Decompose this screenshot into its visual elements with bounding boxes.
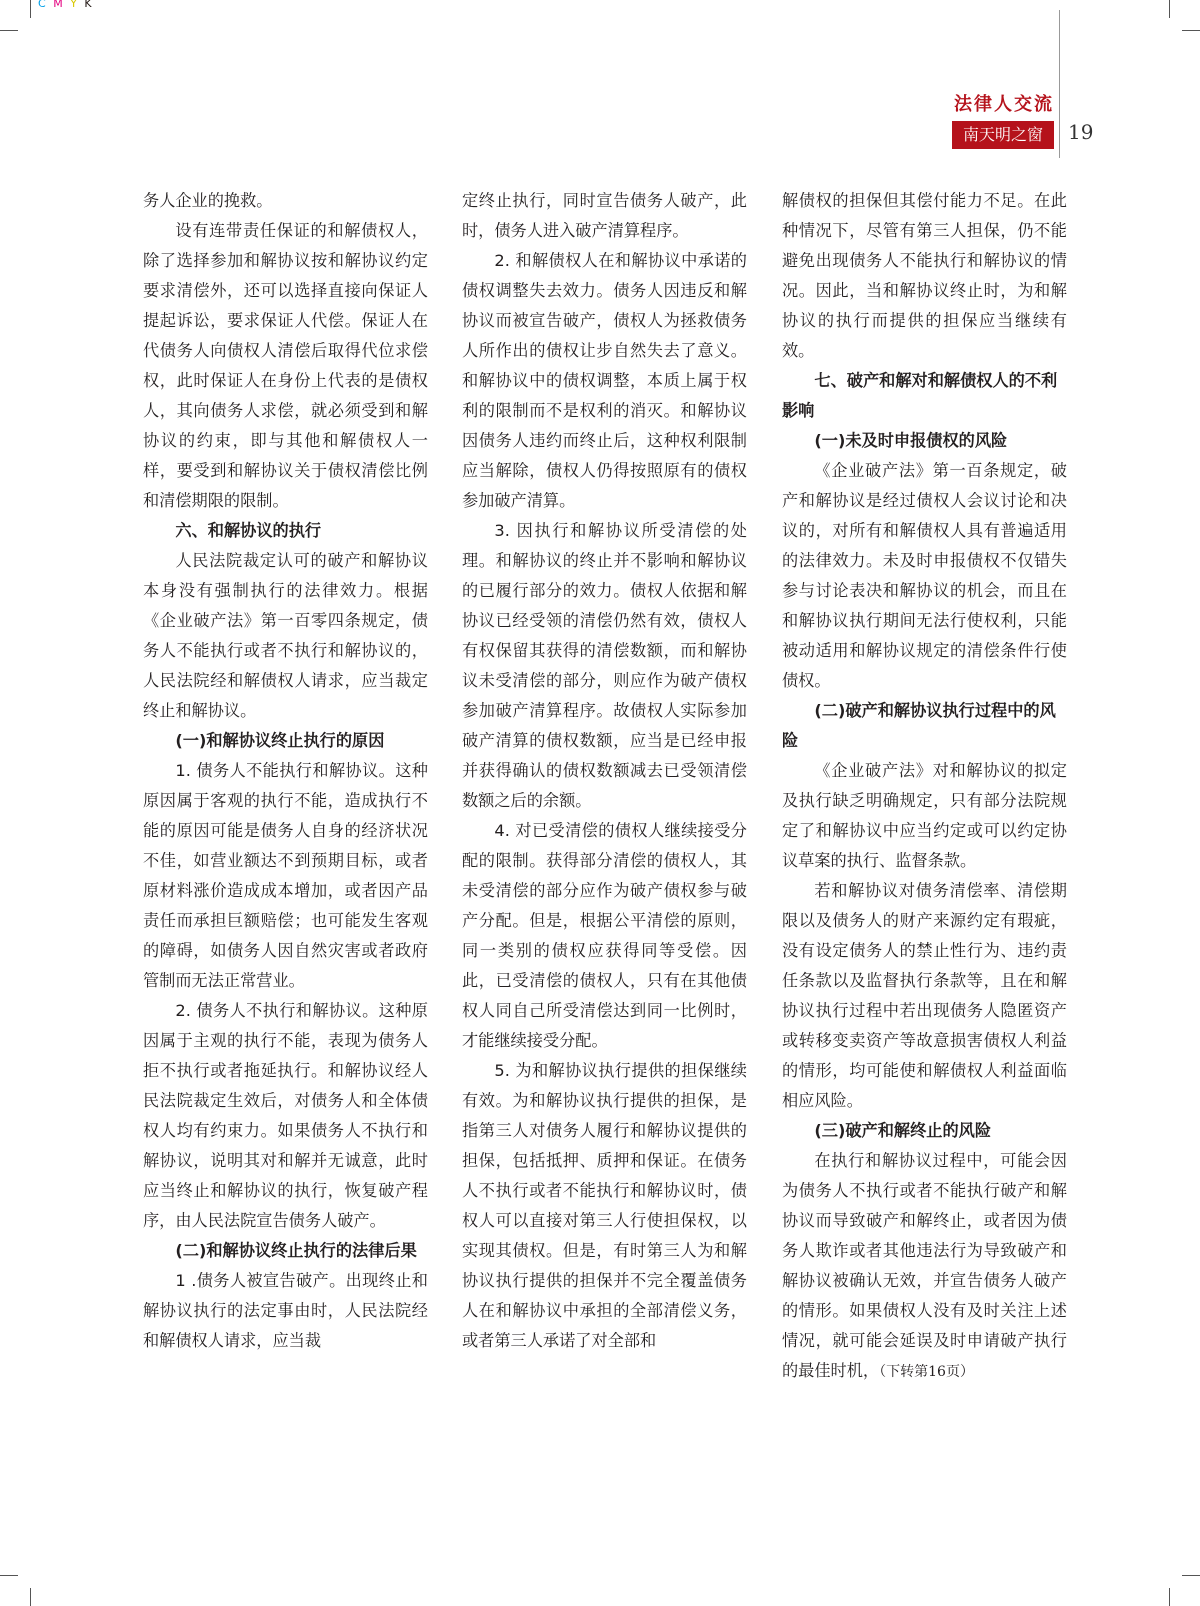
paragraph-text: 在执行和解协议过程中，可能会因为债务人不执行或者不能执行破产和解协议而导致破产和解终止，或者因为债务人欺诈或者其他违法行为导致破产和解协议被确认无效，并宣告债务人破产的情形。如果债权人没有及时关注上述情况，就可能会延误及时申请破产执行的最佳时机， — [782, 1151, 1067, 1380]
paragraph — [143, 996, 428, 1236]
paragraph-text: 若和解协议对债务清偿率、清偿期限以及债务人的财产来源约定有瑕疵，没有设定债务人的禁止性行为、违约责任条款以及监督执行条款等，且在和解协议执行过程中若出现债务人隐匿资产或转移变卖资产等故意损害债权人利益的情形，均可能使和解债权人利益面临相应风险。 — [782, 881, 1067, 1110]
cmyk-y: Y — [70, 0, 79, 10]
paragraph-text: 1 .债务人被宣告破产。出现终止和解协议执行的法定事由时，人民法院经和解债权人请求，应当裁 — [143, 1271, 428, 1350]
page-number: 19 — [1068, 120, 1094, 144]
paragraph-text: 5. 为和解协议执行提供的担保继续有效。为和解协议执行提供的担保，是指第三人对债务人履行和解协议提供的担保，包括抵押、质押和保证。在债务人不执行或者不能执行和解协议时，债权人可以直接对第三人行使担保权，以实现其债权。但是，有时第三人为和解协议执行提供的担保并不完全覆盖债务人在和解协议中承担的全部清偿义务，或者第三人承诺了对全部和 — [462, 1061, 747, 1350]
article-column-1 — [143, 186, 428, 1356]
cmyk-c: C — [38, 0, 48, 10]
paragraph — [462, 186, 747, 246]
article-column-3 — [782, 186, 1067, 1387]
section-heading — [782, 426, 1067, 456]
section-heading — [782, 366, 1067, 426]
paragraph-text: 2. 债务人不执行和解协议。这种原因属于主观的执行不能，表现为债务人拒不执行或者拖延执行。和解协议经人民法院裁定生效后，对债务人和全体债权人均有约束力。如果债务人不执行和解协议，说明其对和解并无诚意，此时应当终止和解协议的执行，恢复破产程序，由人民法院宣告债务人破产。 — [143, 1001, 428, 1230]
cmyk-k: K — [84, 0, 94, 10]
continued-note: （下转第16页） — [879, 1364, 974, 1380]
paragraph-text: 《企业破产法》第一百条规定，破产和解协议是经过债权人会议讨论和决议的，对所有和解债权人具有普遍适用的法律效力。未及时申报债权不仅错失参与讨论表决和解协议的机会，而且在和解协议执行期间无法行使权利，只能被动适用和解协议规定的清偿条件行使债权。 — [782, 461, 1067, 690]
paragraph — [462, 1056, 747, 1356]
paragraph-text: 4. 对已受清偿的债权人继续接受分配的限制。获得部分清偿的债权人，其未受清偿的部分应作为破产债权参与破产分配。但是，根据公平清偿的原则，同一类别的债权应获得同等受偿。因此，已受清偿的债权人，只有在其他债权人同自己所受清偿达到同一比例时，才能继续接受分配。 — [462, 821, 747, 1050]
paragraph — [143, 216, 428, 516]
header-divider — [1059, 10, 1060, 158]
paragraph-text: (二)破产和解协议执行过程中的风险 — [782, 701, 1056, 750]
paragraph — [143, 546, 428, 726]
section-heading — [782, 1116, 1067, 1146]
crop-mark — [0, 1575, 18, 1576]
section-heading — [143, 516, 428, 546]
paragraph — [462, 516, 747, 816]
paragraph — [782, 876, 1067, 1116]
article-column-2 — [462, 186, 747, 1356]
crop-mark — [0, 30, 18, 31]
paragraph-text: 人民法院裁定认可的破产和解协议本身没有强制执行的法律效力。根据《企业破产法》第一百零四条规定，债务人不能执行或者不执行和解协议的，人民法院经和解债权人请求，应当裁定终止和解协议。 — [143, 551, 428, 720]
paragraph-text: 解债权的担保但其偿付能力不足。在此种情况下，尽管有第三人担保，仍不能避免出现债务人不能执行和解协议的情况。因此，当和解协议终止时，为和解协议的执行而提供的担保应当继续有效。 — [782, 191, 1067, 360]
paragraph-text: (三)破产和解终止的风险 — [814, 1121, 992, 1140]
crop-mark — [1169, 1588, 1170, 1606]
crop-mark — [30, 1588, 31, 1606]
paragraph — [782, 186, 1067, 366]
paragraph-text: 设有连带责任保证的和解债权人，除了选择参加和解协议按和解协议约定要求清偿外，还可以选择直接向保证人提起诉讼，要求保证人代偿。保证人在代债务人向债权人清偿后取得代位求偿权，此时保证人在身份上代表的是债权人，其向债务人求偿，就必须受到和解协议的约束，即与其他和解债权人一样，要受到和解协议关于债权清偿比例和清偿期限的限制。 — [143, 221, 428, 510]
crop-mark — [30, 0, 31, 18]
paragraph — [782, 456, 1067, 696]
section-heading — [143, 726, 428, 756]
paragraph-text: (一)未及时申报债权的风险 — [814, 431, 1008, 450]
paragraph — [782, 756, 1067, 876]
cmyk-m: M — [53, 0, 65, 10]
paragraph-text: 定终止执行，同时宣告债务人破产，此时，债务人进入破产清算程序。 — [462, 191, 747, 240]
column-badge: 南天明之窗 — [952, 121, 1054, 149]
paragraph — [462, 246, 747, 516]
paragraph-text: 1. 债务人不能执行和解协议。这种原因属于客观的执行不能，造成执行不能的原因可能是债务人自身的经济状况不佳，如营业额达不到预期目标，或者原材料涨价造成成本增加，或者因产品责任而承担巨额赔偿；也可能发生客观的障碍，如债务人因自然灾害或者政府管制而无法正常营业。 — [143, 761, 428, 990]
paragraph — [143, 756, 428, 996]
paragraph-text: 3. 因执行和解协议所受清偿的处理。和解协议的终止并不影响和解协议的已履行部分的效力。债权人依据和解协议已经受领的清偿仍然有效，债权人有权保留其获得的清偿数额，而和解协议未受清偿的部分，则应作为破产债权参加破产清算程序。故债权人实际参加破产清算的债权数额，应当是已经申报并获得确认的债权数额减去已受领清偿数额之后的余额。 — [462, 521, 747, 810]
paragraph-text: (二)和解协议终止执行的法律后果 — [175, 1241, 417, 1260]
section-heading — [782, 696, 1067, 756]
paragraph-text: 六、和解协议的执行 — [175, 521, 322, 540]
crop-mark — [1182, 30, 1200, 31]
paragraph — [143, 186, 428, 216]
paragraph-text: 2. 和解债权人在和解协议中承诺的债权调整失去效力。债务人因违反和解协议而被宣告破产，债权人为拯救债务人所作出的债权让步自然失去了意义。和解协议中的债权调整，本质上属于权利的限制而不是权利的消灭。和解协议因债务人违约而终止后，这种权利限制应当解除，债权人仍得按照原有的债权参加破产清算。 — [462, 251, 747, 510]
paragraph-text: (一)和解协议终止执行的原因 — [175, 731, 385, 750]
paragraph-text: 七、破产和解对和解债权人的不利影响 — [782, 371, 1058, 420]
cmyk-color-bar — [38, 0, 94, 10]
paragraph — [782, 1146, 1067, 1387]
paragraph — [462, 816, 747, 1056]
paragraph-text: 务人企业的挽救。 — [143, 191, 273, 210]
crop-mark — [1169, 0, 1170, 18]
section-title: 法律人交流 — [954, 94, 1054, 115]
paragraph-text: 《企业破产法》对和解协议的拟定及执行缺乏明确规定，只有部分法院规定了和解协议中应当约定或可以约定协议草案的执行、监督条款。 — [782, 761, 1067, 870]
crop-mark — [1182, 1575, 1200, 1576]
paragraph — [143, 1266, 428, 1356]
section-heading — [143, 1236, 428, 1266]
